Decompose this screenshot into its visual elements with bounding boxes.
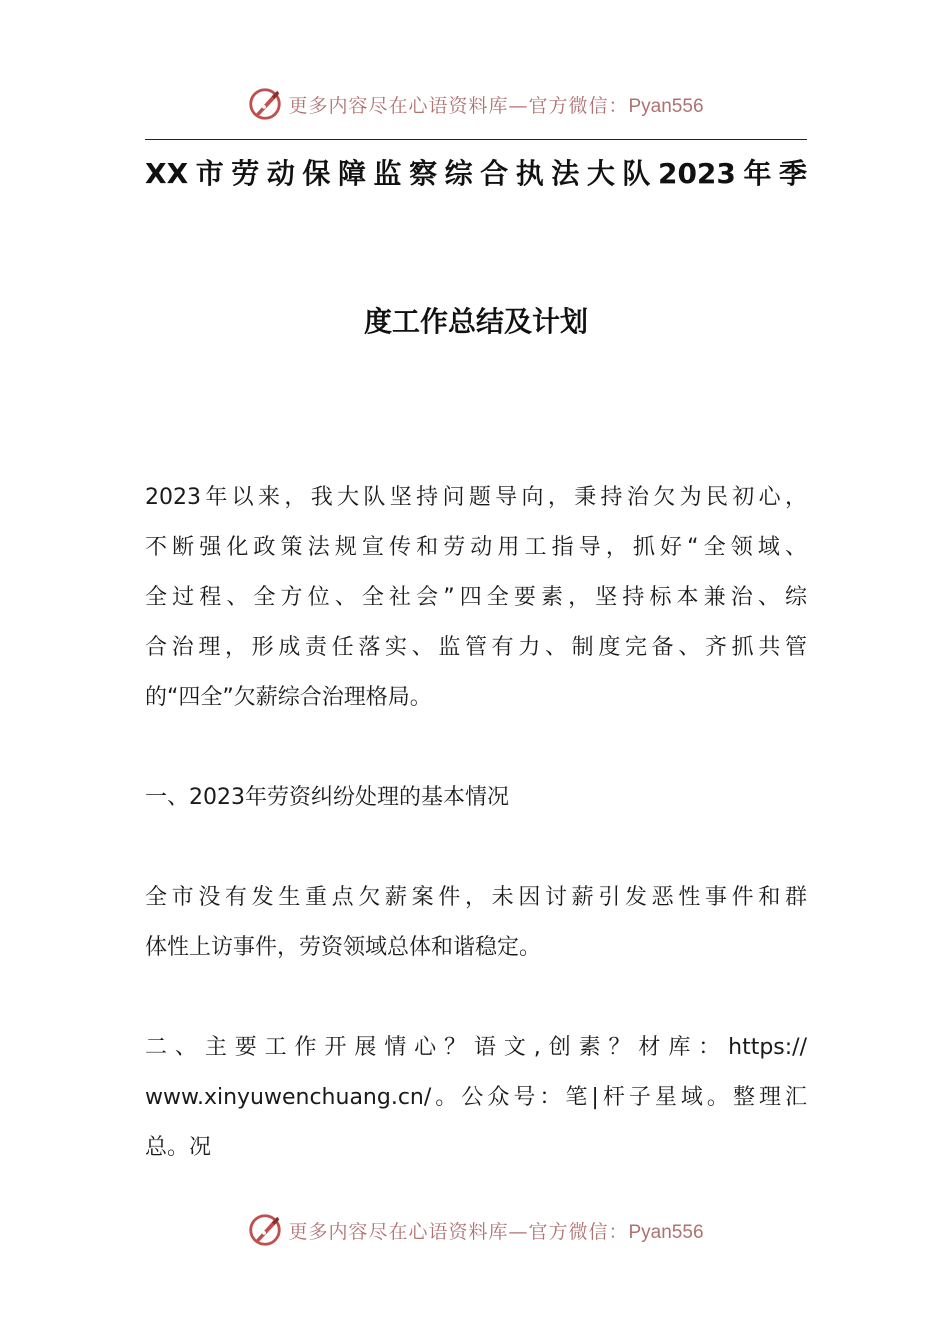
- header-wechat-id: Pyan556: [628, 95, 704, 117]
- paragraph-line: 全过程、全方位、全社会”四全要素，坚持标本兼治、综: [145, 585, 807, 610]
- header-banner-text: 更多内容尽在心语资料库—官方微信：Pyan556: [288, 94, 704, 117]
- document-title-line-2: 度工作总结及计划: [363, 305, 588, 338]
- header-watermark-banner: [0, 82, 950, 126]
- section-1-heading: [145, 773, 807, 823]
- paragraph-line: 合治理，形成责任落实、监管有力、制度完备、齐抓共管: [145, 635, 807, 660]
- section-2-paragraph: [145, 1023, 807, 1173]
- pen-nib-logo-icon: [246, 1211, 284, 1249]
- footer-wechat-id: Pyan556: [628, 1221, 704, 1243]
- paragraph-line: 总。况: [145, 1135, 212, 1160]
- paragraph-line: 的“四全”欠薪综合治理格局。: [145, 685, 432, 710]
- header-divider: [145, 139, 807, 140]
- paragraph-line: 二、主要工作开展情心？语文,创素？材库：https://: [145, 1035, 807, 1060]
- paragraph-line: www.xinyuwenchuang.cn/。公众号：笔|杆子星域。整理汇: [145, 1085, 807, 1110]
- section-heading-text: 一、2023年劳资纠纷处理的基本情况: [145, 785, 509, 810]
- footer-banner-text: 更多内容尽在心语资料库—官方微信：Pyan556: [288, 1220, 704, 1243]
- section-1-paragraph: [145, 873, 807, 973]
- paragraph-line: 不断强化政策法规宣传和劳动用工指导，抓好“全领域、: [145, 535, 807, 560]
- paragraph-line: 全市没有发生重点欠薪案件，未因讨薪引发恶性事件和群: [145, 885, 807, 910]
- paragraph-line: 体性上访事件，劳资领域总体和谐稳定。: [145, 935, 542, 960]
- intro-paragraph: [145, 473, 807, 723]
- document-title-line-1: XX市劳动保障监察综合执法大队2023年季: [145, 157, 807, 190]
- footer-watermark-banner: [0, 1208, 950, 1252]
- paragraph-line: 2023年以来，我大队坚持问题导向，秉持治欠为民初心，: [145, 485, 807, 510]
- pen-nib-logo-icon: [246, 85, 284, 123]
